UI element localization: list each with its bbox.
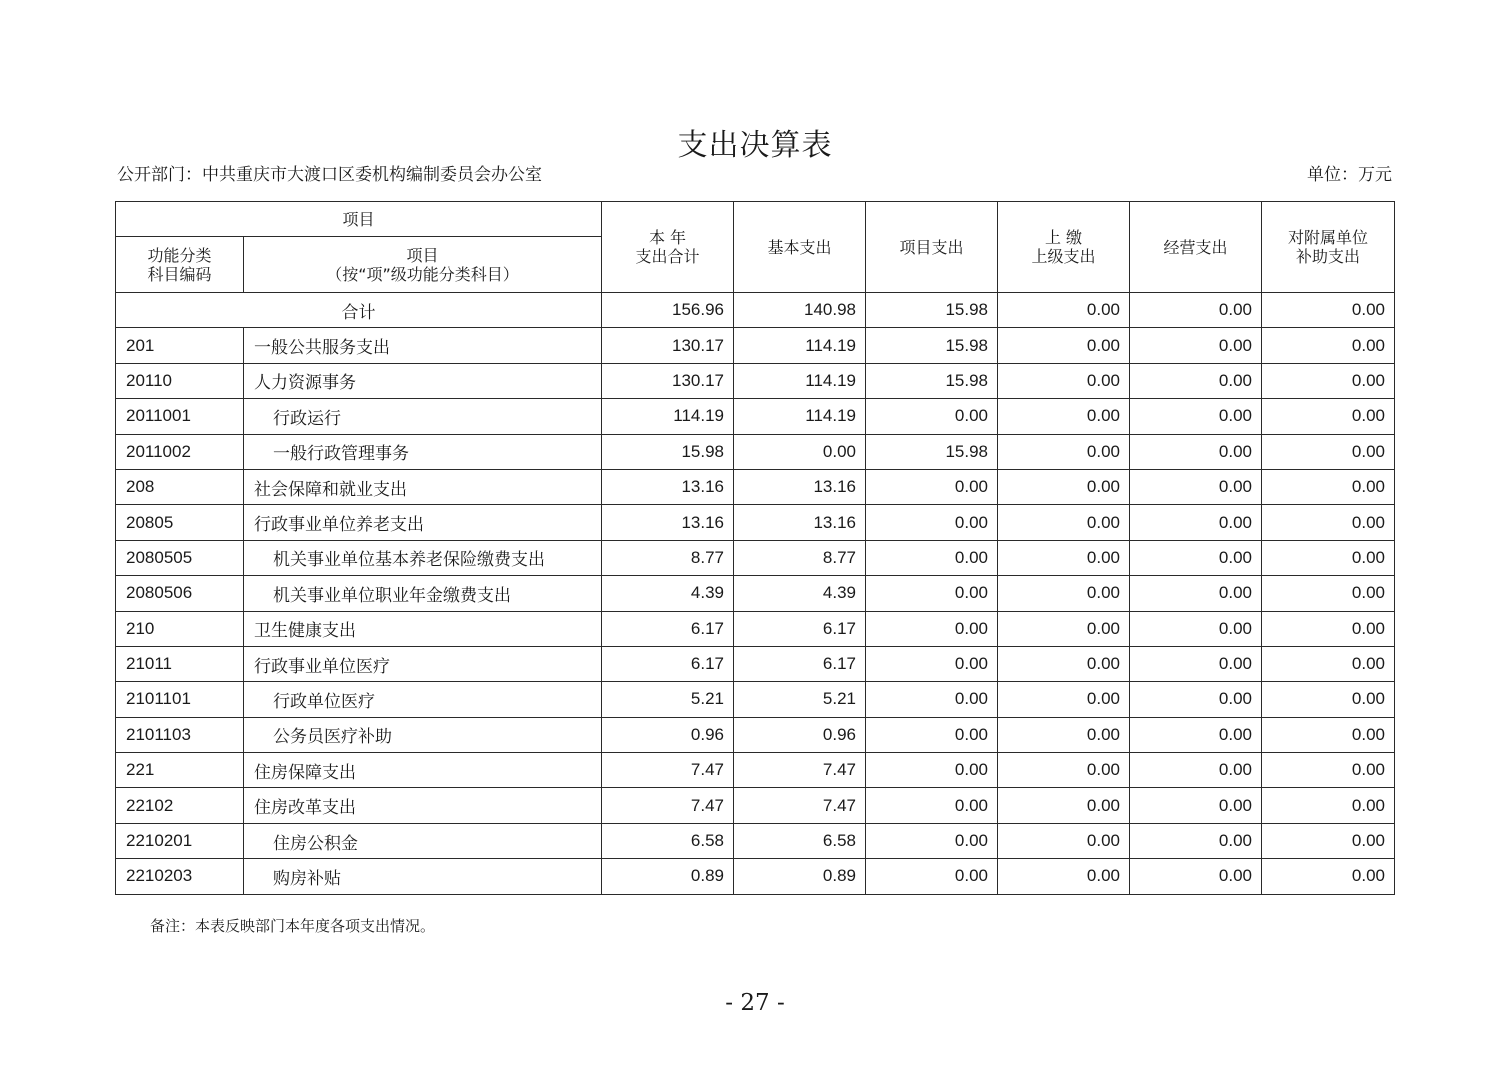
header-upper-line2: 上级支出 [1031, 247, 1096, 266]
row-value: 0.00 [734, 434, 866, 469]
row-name: 卫生健康支出 [244, 611, 602, 646]
row-value: 0.00 [1130, 576, 1262, 611]
row-code: 21011 [116, 646, 244, 681]
row-value: 0.00 [1130, 682, 1262, 717]
row-value: 4.39 [602, 576, 734, 611]
row-value: 0.00 [866, 682, 998, 717]
row-value: 15.98 [602, 434, 734, 469]
row-value: 0.00 [1262, 540, 1395, 575]
row-value: 6.58 [734, 823, 866, 858]
row-value: 0.00 [998, 363, 1130, 398]
row-value: 0.00 [1262, 434, 1395, 469]
row-value: 0.00 [998, 859, 1130, 894]
row-value: 7.47 [734, 753, 866, 788]
table-row [116, 505, 1395, 540]
row-value: 0.00 [998, 469, 1130, 504]
row-value: 0.00 [866, 859, 998, 894]
header-name-line1: 项目 [406, 245, 439, 265]
header-item-group: 项目 [116, 202, 602, 237]
table-row [116, 540, 1395, 575]
row-name: 行政事业单位医疗 [244, 646, 602, 681]
header-name [244, 237, 602, 293]
total-value: 140.98 [734, 293, 866, 328]
row-value: 0.00 [1130, 399, 1262, 434]
expenditure-table [115, 201, 1395, 895]
row-value: 0.00 [1262, 576, 1395, 611]
row-value: 6.17 [734, 646, 866, 681]
row-name: 住房保障支出 [244, 753, 602, 788]
row-value: 6.17 [734, 611, 866, 646]
row-value: 0.00 [1130, 540, 1262, 575]
row-code: 201 [116, 328, 244, 363]
table-row [116, 363, 1395, 398]
header-upper [998, 202, 1130, 293]
unit-label: 单位：万元 [1307, 165, 1392, 185]
row-code: 2080505 [116, 540, 244, 575]
row-value: 0.00 [998, 328, 1130, 363]
row-name: 行政运行 [244, 399, 602, 434]
header-subsidy [1262, 202, 1395, 293]
table-row [116, 753, 1395, 788]
row-code: 2210203 [116, 859, 244, 894]
row-value: 13.16 [734, 469, 866, 504]
row-value: 0.96 [602, 717, 734, 752]
row-value: 0.00 [866, 788, 998, 823]
row-value: 0.00 [998, 717, 1130, 752]
row-code: 2101103 [116, 717, 244, 752]
header-code-line1: 功能分类 [147, 245, 212, 265]
header-total [602, 202, 734, 293]
row-value: 0.00 [1262, 505, 1395, 540]
row-value: 0.00 [998, 682, 1130, 717]
row-code: 210 [116, 611, 244, 646]
row-code: 2101101 [116, 682, 244, 717]
table-row [116, 434, 1395, 469]
row-value: 0.00 [998, 434, 1130, 469]
row-code: 20110 [116, 363, 244, 398]
header-project: 项目支出 [866, 202, 998, 293]
table-note: 备注：本表反映部门本年度各项支出情况。 [150, 917, 436, 935]
row-value: 0.00 [1130, 859, 1262, 894]
row-value: 0.00 [1130, 505, 1262, 540]
total-value: 15.98 [866, 293, 998, 328]
row-value: 0.00 [1262, 717, 1395, 752]
row-value: 0.00 [1130, 434, 1262, 469]
row-code: 2011002 [116, 434, 244, 469]
row-value: 0.00 [1130, 646, 1262, 681]
table-row [116, 576, 1395, 611]
header-name-line2: （按“项”级功能分类科目） [326, 264, 519, 284]
row-value: 0.00 [1262, 363, 1395, 398]
row-name: 住房改革支出 [244, 788, 602, 823]
row-value: 5.21 [734, 682, 866, 717]
row-name: 购房补贴 [244, 859, 602, 894]
table-row [116, 682, 1395, 717]
row-value: 0.00 [1130, 823, 1262, 858]
row-name: 人力资源事务 [244, 363, 602, 398]
row-value: 15.98 [866, 363, 998, 398]
row-value: 8.77 [734, 540, 866, 575]
row-value: 15.98 [866, 434, 998, 469]
table-row [116, 823, 1395, 858]
row-name: 一般行政管理事务 [244, 434, 602, 469]
row-value: 0.00 [866, 505, 998, 540]
total-value: 0.00 [1130, 293, 1262, 328]
row-value: 0.00 [866, 540, 998, 575]
total-row [116, 293, 1395, 328]
department-label: 公开部门：中共重庆市大渡口区委机构编制委员会办公室 [117, 165, 542, 185]
table-row [116, 469, 1395, 504]
row-value: 0.00 [1130, 611, 1262, 646]
total-label: 合计 [116, 293, 602, 328]
row-value: 0.89 [602, 859, 734, 894]
row-code: 20805 [116, 505, 244, 540]
row-value: 6.17 [602, 611, 734, 646]
row-value: 0.00 [998, 540, 1130, 575]
row-name: 机关事业单位职业年金缴费支出 [244, 576, 602, 611]
row-value: 7.47 [602, 788, 734, 823]
row-value: 6.58 [602, 823, 734, 858]
row-value: 0.00 [1262, 611, 1395, 646]
header-upper-line1: 上 缴 [1044, 228, 1083, 247]
row-value: 0.00 [1262, 646, 1395, 681]
row-value: 0.00 [866, 753, 998, 788]
row-name: 住房公积金 [244, 823, 602, 858]
row-value: 0.00 [866, 399, 998, 434]
page-number: - 27 - [725, 990, 785, 1016]
table-row [116, 717, 1395, 752]
row-value: 0.00 [998, 399, 1130, 434]
row-value: 0.00 [866, 823, 998, 858]
row-value: 15.98 [866, 328, 998, 363]
row-value: 114.19 [734, 328, 866, 363]
row-value: 0.00 [1262, 469, 1395, 504]
row-value: 0.00 [1262, 788, 1395, 823]
row-value: 130.17 [602, 328, 734, 363]
header-basic: 基本支出 [734, 202, 866, 293]
row-value: 0.00 [866, 611, 998, 646]
row-code: 2210201 [116, 823, 244, 858]
row-value: 7.47 [734, 788, 866, 823]
row-value: 114.19 [734, 363, 866, 398]
row-value: 0.00 [1262, 753, 1395, 788]
row-value: 114.19 [734, 399, 866, 434]
row-code: 221 [116, 753, 244, 788]
row-name: 社会保障和就业支出 [244, 469, 602, 504]
header-subsidy-line1: 对附属单位 [1288, 228, 1369, 247]
row-value: 0.00 [998, 505, 1130, 540]
row-value: 13.16 [602, 505, 734, 540]
row-value: 0.89 [734, 859, 866, 894]
row-value: 5.21 [602, 682, 734, 717]
row-value: 0.00 [998, 611, 1130, 646]
total-value: 156.96 [602, 293, 734, 328]
row-value: 0.00 [1130, 469, 1262, 504]
row-value: 0.00 [1262, 682, 1395, 717]
row-value: 0.00 [1262, 399, 1395, 434]
row-code: 208 [116, 469, 244, 504]
row-value: 0.00 [866, 469, 998, 504]
row-value: 0.00 [866, 717, 998, 752]
row-value: 7.47 [602, 753, 734, 788]
row-name: 公务员医疗补助 [244, 717, 602, 752]
total-value: 0.00 [998, 293, 1130, 328]
table-row [116, 788, 1395, 823]
row-value: 0.00 [1130, 363, 1262, 398]
row-name: 一般公共服务支出 [244, 328, 602, 363]
row-value: 0.00 [1130, 753, 1262, 788]
row-value: 0.00 [1262, 823, 1395, 858]
row-code: 2011001 [116, 399, 244, 434]
header-code [116, 237, 244, 293]
row-value: 0.00 [1130, 788, 1262, 823]
page-title: 支出决算表 [677, 128, 833, 163]
table-row [116, 399, 1395, 434]
row-value: 0.00 [998, 788, 1130, 823]
header-subsidy-line2: 补助支出 [1296, 247, 1361, 266]
row-value: 0.00 [1130, 717, 1262, 752]
table-row [116, 611, 1395, 646]
row-value: 0.00 [998, 646, 1130, 681]
row-code: 22102 [116, 788, 244, 823]
row-value: 8.77 [602, 540, 734, 575]
header-business: 经营支出 [1130, 202, 1262, 293]
row-name: 机关事业单位基本养老保险缴费支出 [244, 540, 602, 575]
row-value: 0.00 [866, 576, 998, 611]
row-value: 6.17 [602, 646, 734, 681]
header-total-line2: 支出合计 [635, 247, 700, 266]
table-row [116, 859, 1395, 894]
row-code: 2080506 [116, 576, 244, 611]
row-name: 行政单位医疗 [244, 682, 602, 717]
row-value: 114.19 [602, 399, 734, 434]
row-value: 130.17 [602, 363, 734, 398]
row-value: 4.39 [734, 576, 866, 611]
table-row [116, 646, 1395, 681]
row-value: 0.00 [1262, 859, 1395, 894]
row-value: 0.00 [866, 646, 998, 681]
table-row [116, 328, 1395, 363]
row-value: 0.00 [998, 753, 1130, 788]
row-value: 13.16 [734, 505, 866, 540]
table-body [116, 328, 1395, 894]
row-name: 行政事业单位养老支出 [244, 505, 602, 540]
header-total-line1: 本 年 [648, 228, 687, 247]
header-code-line2: 科目编码 [147, 264, 212, 284]
row-value: 0.96 [734, 717, 866, 752]
row-value: 0.00 [998, 823, 1130, 858]
row-value: 0.00 [1130, 328, 1262, 363]
row-value: 13.16 [602, 469, 734, 504]
row-value: 0.00 [1262, 328, 1395, 363]
total-value: 0.00 [1262, 293, 1395, 328]
row-value: 0.00 [998, 576, 1130, 611]
